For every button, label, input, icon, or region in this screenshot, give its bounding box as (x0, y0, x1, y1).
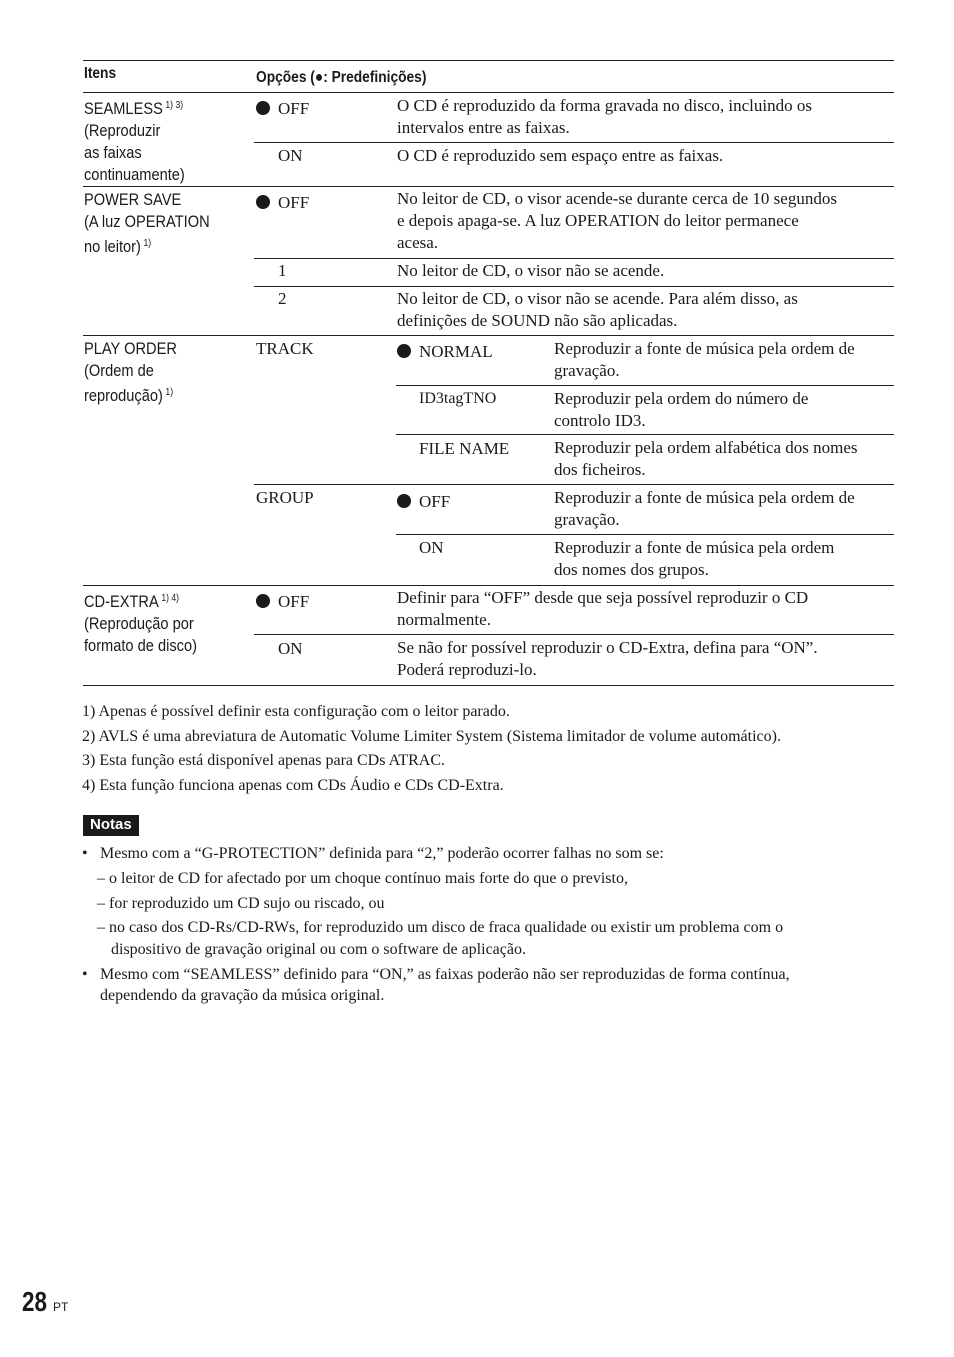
header-options: Opções (●: Predefinições) (256, 69, 427, 86)
option-value: ON (278, 146, 303, 165)
note-item: Mesmo com a “G-PROTECTION” definida para “2,” poderão ocorrer falhas no som se: (100, 845, 664, 862)
option-description: Definir para “OFF” desde que seja possível reproduzir o CD normalmente. (397, 588, 809, 629)
item-sublabel: (A luz OPERATION (84, 212, 210, 231)
option-value: ON (419, 538, 444, 557)
note-item: Mesmo com “SEAMLESS” definido para “ON,” as faixas poderão não ser reproduzidas de forma contínua, (100, 966, 790, 983)
option-description: No leitor de CD, o visor acende-se durante cerca de 10 segundos e depois apaga-se. A luz OPERATION do leitor permanece acesa. (397, 189, 837, 252)
footnote-ref: 1) (165, 387, 174, 398)
page-number: 28 (22, 1286, 47, 1317)
item-power-save (84, 189, 210, 258)
option-group-track: TRACK (256, 339, 314, 358)
footnote: 2) AVLS é uma abreviatura de Automatic Volume Limiter System (Sistema limitador de volume automático). (82, 728, 781, 745)
default-bullet-icon (256, 101, 270, 115)
footnote: 4) Esta função funciona apenas com CDs Áudio e CDs CD-Extra. (82, 777, 504, 794)
option-value: 1 (278, 261, 287, 280)
item-sublabel: no leitor) (84, 237, 141, 256)
page-footer (22, 1286, 53, 1318)
footnote-ref: 1) (143, 238, 152, 249)
page-language: PT (53, 1300, 69, 1314)
row-rule (396, 434, 894, 435)
option-value: FILE NAME (419, 439, 510, 458)
item-label: POWER SAVE (84, 190, 182, 209)
notes-badge: Notas (83, 815, 139, 836)
default-bullet-icon (256, 195, 270, 209)
bullet-icon: • (82, 966, 88, 983)
option-value: ID3tagTNO (419, 390, 497, 407)
row-rule (396, 534, 894, 535)
bullet-icon: • (82, 845, 88, 862)
default-bullet-icon (256, 594, 270, 608)
item-sublabel: (Reprodução por (84, 614, 194, 633)
option-description: Se não for possível reproduzir o CD-Extra, defina para “ON”. Poderá reproduzi-lo. (397, 638, 818, 679)
row-rule (254, 634, 894, 635)
option-default: OFF (256, 591, 309, 613)
item-sublabel: (Ordem de (84, 361, 154, 380)
footnote-ref: 1) 3) (165, 100, 184, 111)
item-seamless (84, 95, 185, 186)
default-bullet-icon (397, 494, 411, 508)
item-label: CD-EXTRA (84, 592, 159, 611)
row-rule (83, 585, 894, 586)
item-label: PLAY ORDER (84, 339, 177, 358)
row-rule (254, 286, 894, 287)
note-subitem: – for reproduzido um CD sujo ou riscado, ou (97, 895, 385, 912)
item-cd-extra (84, 588, 197, 657)
option-group-group: GROUP (256, 488, 314, 507)
row-rule (254, 484, 894, 485)
row-rule (254, 258, 894, 259)
item-sublabel: (Reproduzir (84, 121, 161, 140)
option-description: No leitor de CD, o visor não se acende. (397, 261, 665, 280)
option-description: O CD é reproduzido sem espaço entre as faixas. (397, 146, 724, 165)
item-sublabel: formato de disco) (84, 636, 197, 655)
footnote: 1) Apenas é possível definir esta configuração com o leitor parado. (82, 703, 510, 720)
note-subitem: – o leitor de CD for afectado por um choque contínuo mais forte do que o previsto, (97, 870, 628, 887)
row-rule (83, 186, 894, 187)
item-play-order (84, 338, 177, 407)
option-value: ON (278, 639, 303, 658)
item-sublabel: continuamente) (84, 165, 185, 184)
row-rule (83, 335, 894, 336)
option-description: O CD é reproduzido da forma gravada no disco, incluindo os intervalos entre as faixas. (397, 96, 812, 137)
option-description: Reproduzir a fonte de música pela ordem de gravação. (554, 339, 855, 380)
note-item: dependendo da gravação da música original. (100, 987, 385, 1004)
item-sublabel: as faixas (84, 143, 142, 162)
default-bullet-icon (397, 344, 411, 358)
row-rule (396, 385, 894, 386)
option-description: Reproduzir pela ordem alfabética dos nomes dos ficheiros. (554, 438, 858, 479)
option-value: 2 (278, 289, 287, 308)
row-rule (254, 142, 894, 143)
option-description: Reproduzir pela ordem do número de controlo ID3. (554, 389, 809, 430)
table-top-rule (83, 60, 894, 61)
option-default: NORMAL (397, 341, 493, 363)
option-default: OFF (397, 491, 450, 513)
table-bottom-rule (83, 685, 894, 686)
header-items: Itens (84, 65, 117, 82)
item-label: SEAMLESS (84, 99, 163, 118)
item-sublabel: reprodução) (84, 386, 163, 405)
option-description: Reproduzir a fonte de música pela ordem dos nomes dos grupos. (554, 538, 835, 579)
note-subitem: – no caso dos CD-Rs/CD-RWs, for reproduzido um disco de fraca qualidade ou existir um problema com o (97, 919, 784, 936)
note-subitem: dispositivo de gravação original ou com o software de aplicação. (111, 941, 526, 958)
footnote: 3) Esta função está disponível apenas para CDs ATRAC. (82, 752, 446, 769)
header-rule (83, 92, 894, 93)
option-description: Reproduzir a fonte de música pela ordem de gravação. (554, 488, 855, 529)
option-default: OFF (256, 98, 309, 120)
option-description: No leitor de CD, o visor não se acende. Para além disso, as definições de SOUND não são aplicadas. (397, 289, 798, 330)
footnote-ref: 1) 4) (161, 593, 180, 604)
option-default: OFF (256, 192, 309, 214)
